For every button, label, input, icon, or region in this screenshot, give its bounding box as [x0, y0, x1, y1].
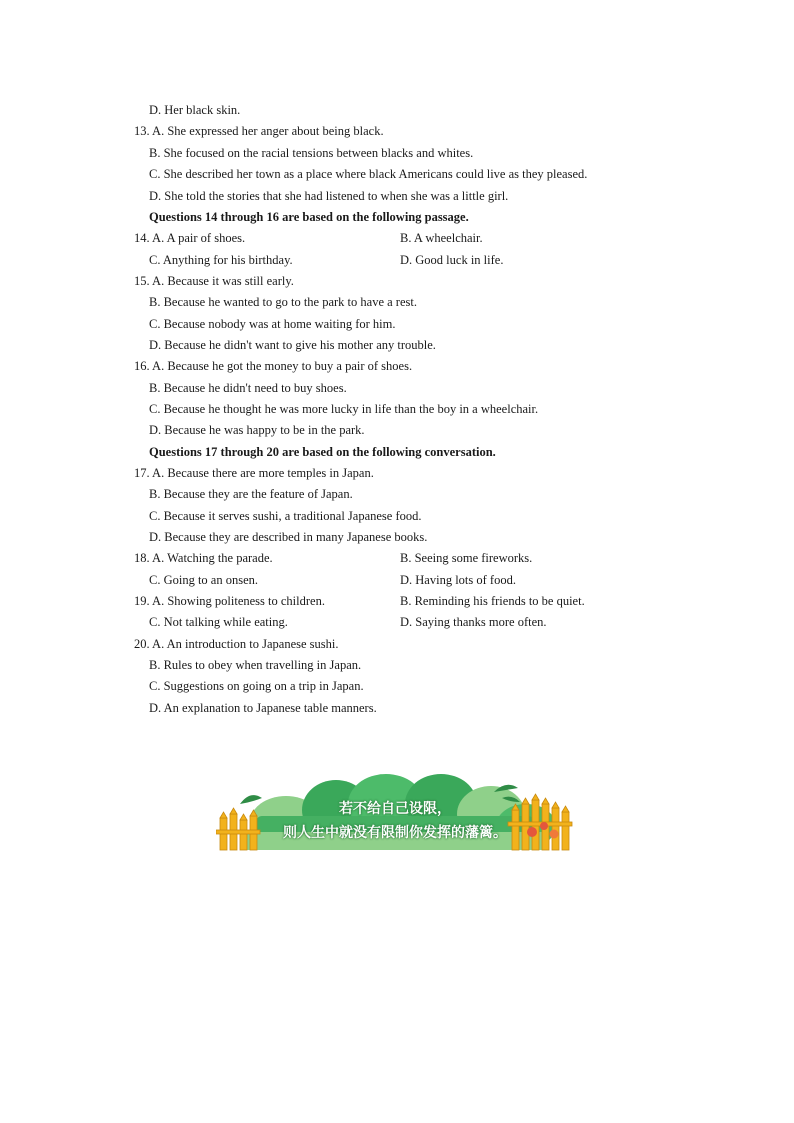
option-line: C. Suggestions on going on a trip in Japan.	[149, 679, 364, 693]
motto-line-2: 则人生中就没有限制你发挥的藩篱。	[283, 825, 507, 841]
option-line: B. Because they are the feature of Japan.	[149, 487, 353, 501]
option-line: B. A wheelchair.	[400, 231, 483, 245]
option-line: C. Because he thought he was more lucky in life than the boy in a wheelchair.	[149, 402, 539, 416]
option-line: B. Reminding his friends to be quiet.	[400, 594, 585, 608]
option-line: D. Having lots of food.	[400, 573, 516, 587]
option-line: C. Going to an onsen.	[149, 573, 259, 587]
option-line: C. Because nobody was at home waiting for him.	[149, 317, 396, 331]
question-line: 18. A. Watching the parade.	[134, 551, 273, 565]
option-line: D. Because they are described in many Japanese books.	[149, 530, 428, 544]
question-line: 15. A. Because it was still early.	[134, 274, 294, 288]
question-line: 16. A. Because he got the money to buy a pair of shoes.	[134, 359, 413, 373]
option-line: D. An explanation to Japanese table manners.	[149, 701, 377, 715]
question-line: 14. A. A pair of shoes.	[134, 231, 246, 245]
option-line: B. Rules to obey when travelling in Japan.	[149, 658, 362, 672]
option-line: C. Anything for his birthday.	[149, 253, 293, 267]
option-line: B. Because he didn't need to buy shoes.	[149, 381, 347, 395]
option-line: C. Because it serves sushi, a traditional Japanese food.	[149, 509, 422, 523]
question-line: 17. A. Because there are more temples in Japan.	[134, 466, 374, 480]
option-line: B. Seeing some fireworks.	[400, 551, 533, 565]
question-line: 20. A. An introduction to Japanese sushi.	[134, 637, 339, 651]
option-line: D. Because he didn't want to give his mother any trouble.	[149, 338, 436, 352]
option-line: D. Good luck in life.	[400, 253, 504, 267]
option-line: C. Not talking while eating.	[149, 615, 288, 629]
option-line: B. Because he wanted to go to the park to have a rest.	[149, 295, 417, 309]
motto-banner	[216, 774, 574, 854]
question-line: 13. A. She expressed her anger about being black.	[134, 124, 384, 138]
option-line: D. Her black skin.	[149, 103, 241, 117]
option-line: D. Because he was happy to be in the park.	[149, 423, 365, 437]
option-line: B. She focused on the racial tensions between blacks and whites.	[149, 146, 474, 160]
section-heading: Questions 14 through 16 are based on the following passage.	[149, 210, 469, 224]
option-line: D. She told the stories that she had listened to when she was a little girl.	[149, 189, 509, 203]
option-line: C. She described her town as a place where black Americans could live as they pleased.	[149, 167, 588, 181]
option-line: D. Saying thanks more often.	[400, 615, 547, 629]
question-line: 19. A. Showing politeness to children.	[134, 594, 325, 608]
section-heading: Questions 17 through 20 are based on the following conversation.	[149, 445, 496, 459]
motto-line-1: 若不给自己设限，	[339, 801, 451, 817]
